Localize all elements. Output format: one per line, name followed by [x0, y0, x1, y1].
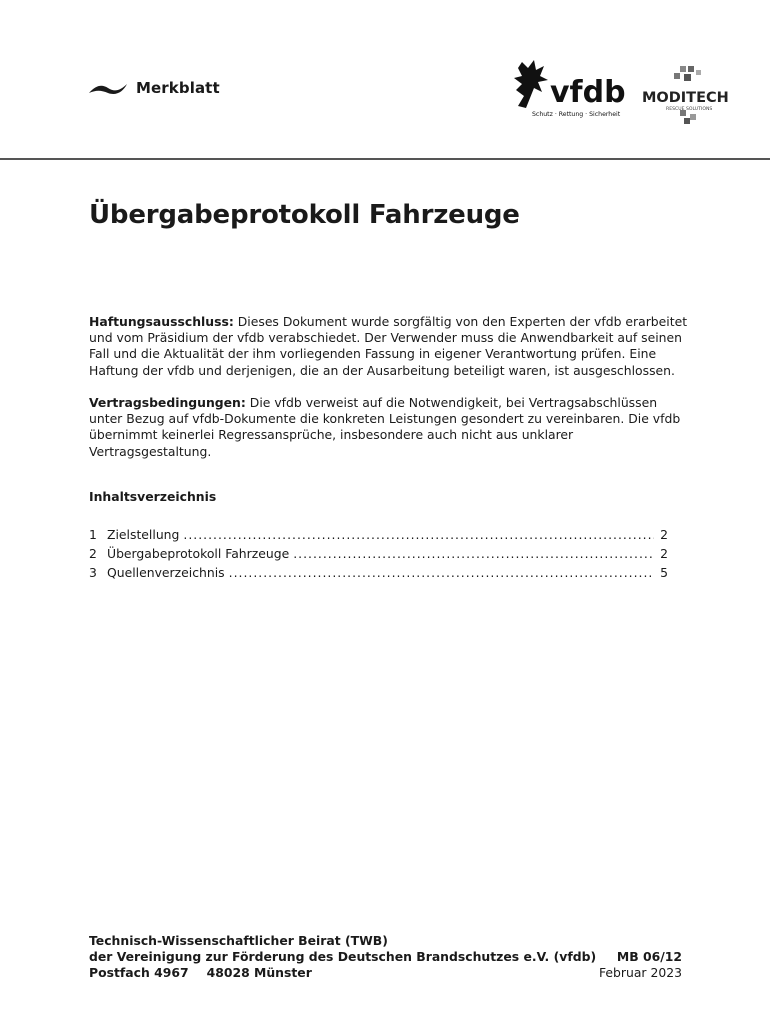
terms-text: Die vfdb verweist auf die Notwendigkeit, bei Vertragsabschlüssen unter Bezug auf vfdb-Dokumente die konkreten Leistungen gesondert zu vereinbaren. Die vfdb übernimmt keinerlei Regressansprüche, insbesondere auch nicht aus unklarer Vertragsgestaltung.: [89, 395, 681, 459]
toc-leader-dots: [229, 565, 654, 580]
document-title: Übergabeprotokoll Fahrzeuge: [89, 200, 520, 230]
moditech-logo-text: MODITECH: [642, 90, 729, 106]
toc-entry[interactable]: [89, 546, 668, 565]
toc-entry[interactable]: [89, 527, 668, 546]
footer-address: [89, 933, 596, 982]
vfdb-tagline: Schutz · Rettung · Sicherheit: [532, 111, 621, 118]
disclaimer-paragraph: [89, 314, 689, 379]
toc-entry-page: 5: [660, 565, 668, 580]
toc-leader-dots: [293, 546, 654, 561]
vfdb-logo-text: vfdb: [550, 75, 626, 110]
toc-entry-page: 2: [660, 546, 668, 561]
table-of-contents: [89, 527, 668, 584]
moditech-tagline: RESCUE SOLUTIONS: [666, 107, 713, 112]
toc-entry-page: 2: [660, 527, 668, 542]
footer-committee: Technisch-Wissenschaftlicher Beirat (TWB): [89, 933, 388, 948]
terms-paragraph: [89, 395, 689, 460]
footer-postal: [89, 965, 596, 981]
document-type-label: Merkblatt: [136, 79, 220, 97]
toc-entry-title[interactable]: Übergabeprotokoll Fahrzeuge: [107, 546, 290, 561]
document-code: MB 06/12: [616, 949, 682, 964]
toc-entry[interactable]: [89, 565, 668, 584]
toc-heading: Inhaltsverzeichnis: [89, 489, 217, 504]
terms-label: Vertragsbedingungen:: [89, 395, 246, 410]
toc-entry-title[interactable]: Quellenverzeichnis: [107, 565, 225, 580]
footer-doc-info: [560, 949, 682, 981]
footer-city: 48028 Münster: [206, 965, 312, 981]
disclaimer-text: Dieses Dokument wurde sorgfältig von den Experten der vfdb erarbeitet und vom Präsidium der vfdb verabschiedet. Der Verwender muss die Anwendbarkeit auf seinen Fall und die Aktualität der ihm vorliegenden Fassung in eigener Verantwortung prüfen. Eine Haftung der vfdb und derjenigen, die an der Ausarbeitung beteiligt waren, ist ausgeschlossen.: [89, 314, 688, 378]
disclaimer-label: Haftungsausschluss:: [89, 314, 234, 329]
toc-entry-title[interactable]: Zielstellung: [107, 527, 180, 542]
footer-association: der Vereinigung zur Förderung des Deutschen Brandschutzes e.V. (vfdb): [89, 949, 597, 965]
footer-postfach: Postfach 4967: [89, 965, 189, 981]
toc-entry-number: 1: [89, 527, 97, 542]
vfdb-logo: [508, 56, 628, 120]
header-divider: [0, 158, 770, 160]
toc-entry-number: 2: [89, 546, 97, 561]
toc-leader-dots: [183, 527, 654, 542]
moditech-logo: [640, 64, 744, 126]
swoosh-icon: [88, 80, 128, 98]
document-date: Februar 2023: [598, 965, 682, 981]
toc-entry-number: 3: [89, 565, 97, 580]
